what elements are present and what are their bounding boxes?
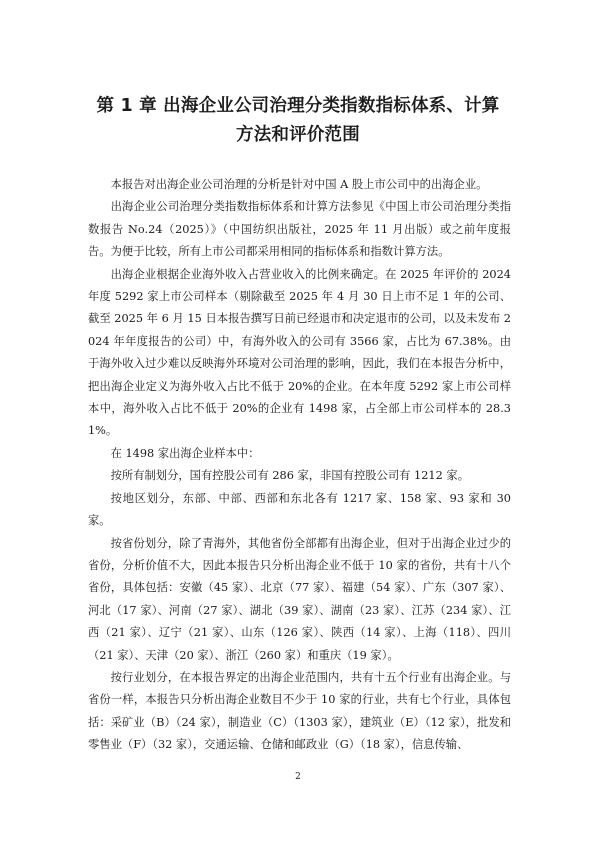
paragraph: 本报告对出海企业公司治理的分析是针对中国 A 股上市公司中的出海企业。 [110,178,488,191]
body-text [88,174,511,757]
paragraph: 出海企业根据企业海外收入占营业收入的比例来确定。在 2025 年评价的 2024 年度 5292 家上市公司样本（剔除截至 2025 年 4 月 30 日上市不足 1 年的公司、截至 2025 年 6 月 15 日本报告撰写日前已经退市和决定退市的公司，以及未发布 2024 年年度报告的公司）中，有海外收入的公司有 3566 家，占比为 67.38%。由于海外收入过少难以反映海外环境对公司治理的影响，因此，我们在本报告分析中，把出海企业定义为海外收入占比不低于 20%的企业。在本年度 5292 家上市公司样本中，海外收入占比不低于 20%的企业有 1498 家，占全部上市公司样本的 28.31%。 [88,267,511,438]
paragraph: 按所有制划分，国有控股公司有 286 家，非国有控股公司有 1212 家。 [110,469,469,483]
page-number: 2 [295,772,301,782]
paragraph: 按地区划分，东部、中部、西部和东北各有 1217 家、158 家、93 家和 30 家。 [88,491,511,528]
chapter-title [88,92,508,150]
paragraph: 出海企业公司治理分类指数指标体系和计算方法参见《中国上市公司治理分类指数报告 No.24（2025）》（中国纺织出版社，2025 年 11 月出版）或之前年度报告。为便于比较，所有上市公司都采用相同的指标体系和指数计算方法。 [88,200,511,259]
paragraph: 按省份划分，除了青海外，其他省份全部都有出海企业，但对于出海企业过少的省份，分析价值不大，因此本报告只分析出海企业不低于 10 家的省份，共有十八个省份，具体包括：安徽（45 家）、北京（77 家）、福建（54 家）、广东（307 家）、河北（17 家）、河南（27 家）、湖北（39 家）、湖南（23 家）、江苏（234 家）、江西（21 家）、辽宁（21 家）、山东（126 家）、陕西（14 家）、上海（118）、四川（21 家）、天津（20 家）、浙江（260 家）和重庆（19 家）。 [88,536,511,662]
paragraph: 按行业划分，在本报告界定的出海企业范围内，共有十五个行业有出海企业。与省份一样，本报告只分析出海企业数目不少于 10 家的行业，共有七个行业，具体包括：采矿业（B）（24 家），制造业（C）（1303 家），建筑业（E）（12 家），批发和零售业（F）（32 家），交通运输、仓储和邮政业（G）（18 家），信息传输、 [88,670,511,752]
chapter-title-line-1: 第 1 章 出海企业公司治理分类指数指标体系、计算 [96,96,500,116]
paragraph: 在 1498 家出海企业样本中： [110,446,260,460]
chapter-title-line-2: 方法和评价范围 [236,125,360,145]
